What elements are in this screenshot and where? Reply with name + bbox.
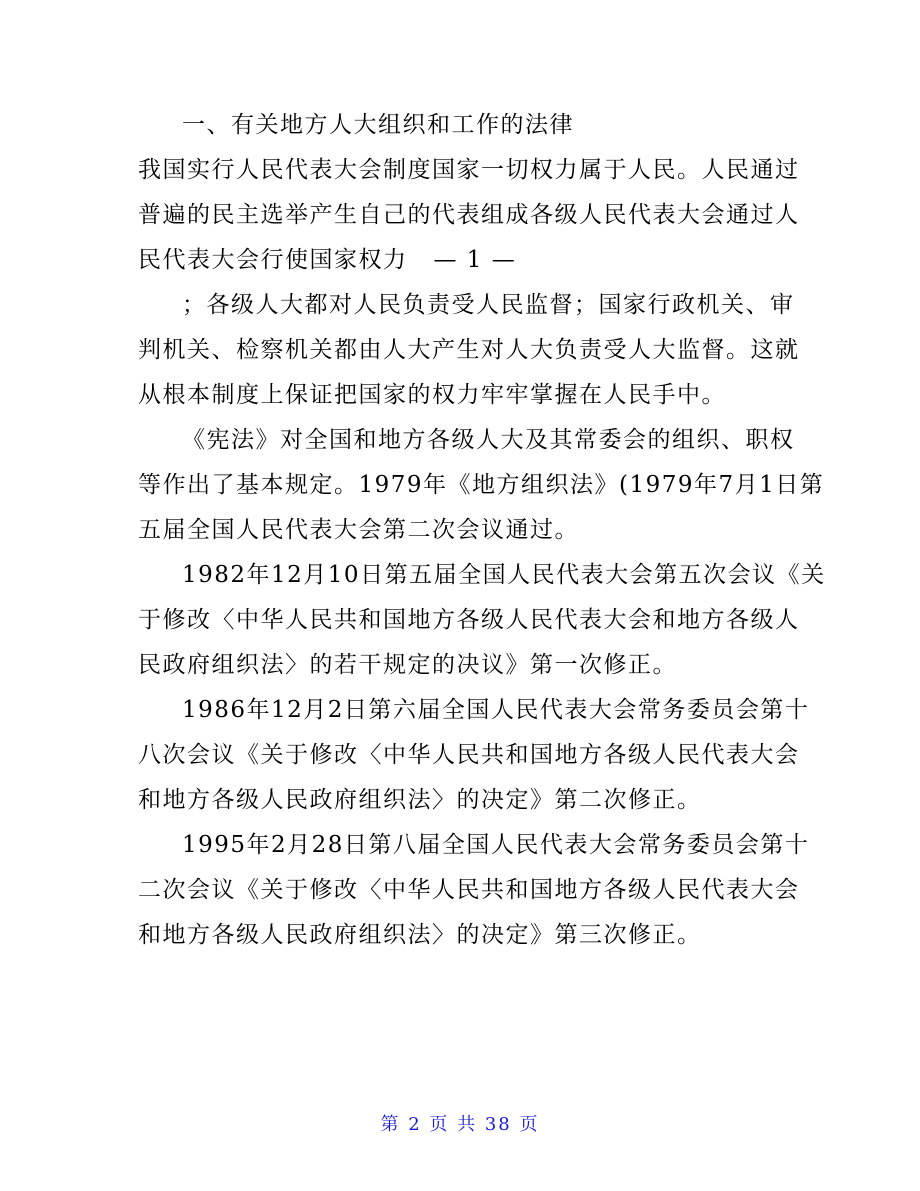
paragraph-line: 五届全国人民代表大会第二次会议通过。	[138, 517, 579, 543]
document-body	[138, 108, 826, 963]
paragraph-line: 八次会议《关于修改〈中华人民共和国地方各级人民代表大会	[138, 742, 800, 768]
section-heading: 一、有关地方人大组织和工作的法律	[182, 112, 574, 138]
paragraph-line: 民政府组织法〉的若干规定的决议》第一次修正。	[138, 652, 677, 678]
paragraph-2	[138, 288, 800, 412]
paragraph-line: 从根本制度上保证把国家的权力牢牢掌握在人民手中。	[138, 382, 726, 408]
paragraph-line: 1982年12月10日第五届全国人民代表大会第五次会议《关	[182, 562, 826, 588]
paragraph-line: 二次会议《关于修改〈中华人民共和国地方各级人民代表大会	[138, 877, 800, 903]
paragraph-line: 1995年2月28日第八届全国人民代表大会常务委员会第十	[182, 832, 810, 858]
paragraph-line: ；各级人大都对人民负责受人民监督；国家行政机关、审	[182, 292, 795, 318]
page-number-footer: 第 2 页 共 38 页	[380, 1114, 540, 1135]
paragraph-line	[138, 243, 790, 277]
paragraph-line: 和地方各级人民政府组织法〉的决定》第二次修正。	[138, 787, 702, 813]
paragraph-line: 普遍的民主选举产生自己的代表组成各级人民代表大会通过人	[138, 202, 800, 228]
paragraph-line: 判机关、检察机关都由人大产生对人大负责受人大监督。这就	[138, 337, 800, 363]
paragraph-line: 等作出了基本规定。1979年《地方组织法》(1979年7月1日第	[138, 472, 825, 498]
paragraph-3	[138, 423, 825, 547]
paragraph-4	[138, 558, 826, 682]
paragraph-line: 和地方各级人民政府组织法〉的决定》第三次修正。	[138, 922, 702, 948]
paragraph-line: 我国实行人民代表大会制度国家一切权力属于人民。人民通过	[138, 157, 800, 183]
paragraph-5	[138, 693, 810, 817]
paragraph-line: 于修改〈中华人民共和国地方各级人民代表大会和地方各级人	[138, 607, 800, 633]
paragraph-1	[138, 153, 800, 277]
paragraph-line-text: 民代表大会行使国家权力	[138, 247, 408, 273]
paragraph-line: 1986年12月2日第六届全国人民代表大会常务委员会第十	[182, 697, 810, 723]
paragraph-line: 《宪法》对全国和地方各级人大及其常委会的组织、职权	[182, 427, 795, 453]
paragraph-6	[138, 828, 810, 952]
inline-page-marker: — 1 —	[433, 247, 517, 273]
